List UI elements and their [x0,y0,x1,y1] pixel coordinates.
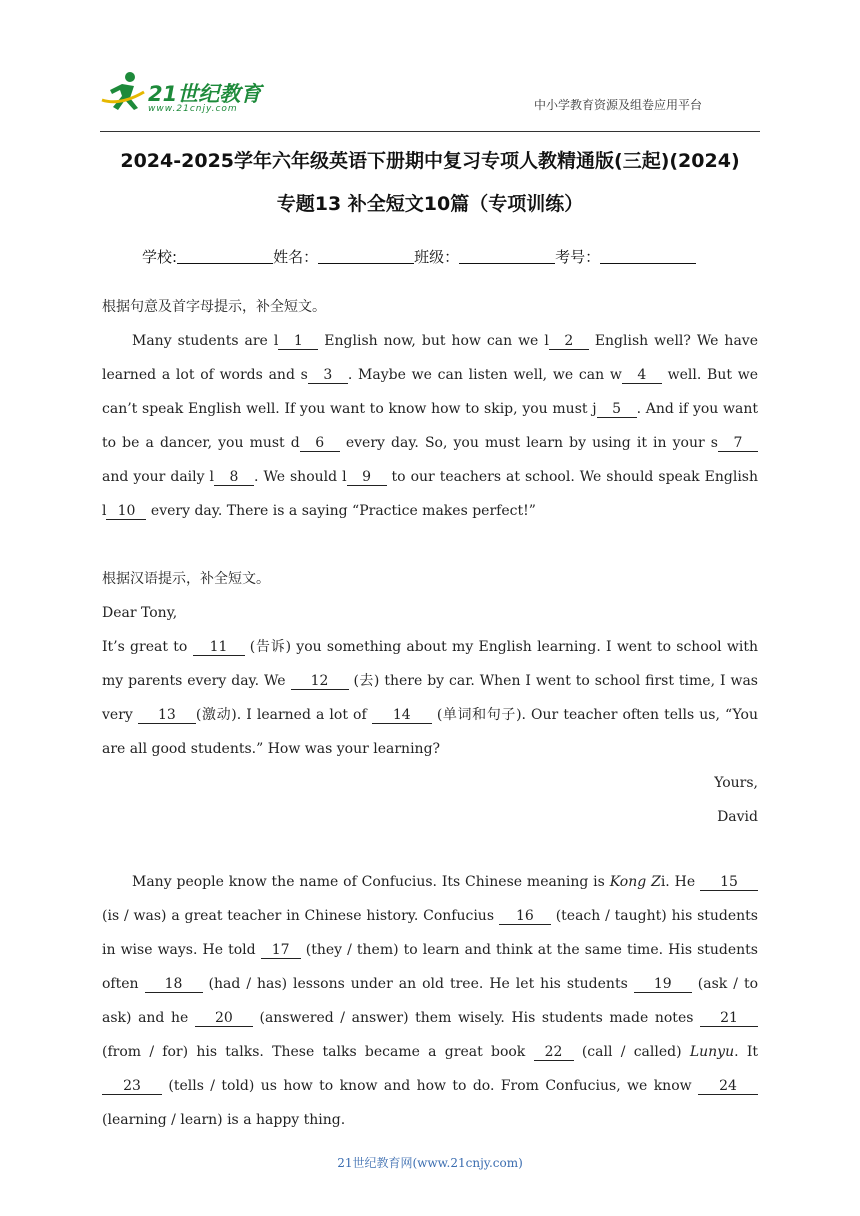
passage-text: (tells / told) us how to know and how to do. From Confucius, we know [162,1078,698,1094]
passage-text: to our teachers at school. We should speak English l [102,469,758,519]
passage-text: . Maybe we can listen well, we can w [347,367,622,383]
letter-greeting: Dear Tony, [102,605,178,621]
platform-tagline: 中小学教育资源及组卷应用平台 [533,98,702,112]
number-label: 考号： [555,248,601,266]
passage-text: (answered / answer) them wisely. His students made notes [252,1010,700,1026]
blank-16[interactable]: 16 [499,908,551,925]
passage-text: (from / for) his talks. These talks became a great book [102,1044,534,1060]
blank-11[interactable]: 11 [193,639,245,656]
passage-text: (learning / learn) is a happy thing. [102,1112,346,1128]
passage-text: Many students are l [132,333,279,349]
student-info-fields [142,246,696,267]
passage-text: (had / has) lessons under an old tree. He let his students [202,976,634,992]
blank-9[interactable]: 9 [347,469,387,486]
logo-text: 21世纪教育 [148,82,262,106]
class-blank[interactable] [459,249,555,264]
passage-text: (is / was) a great teacher in Chinese history. Confucius [102,908,499,924]
blank-8[interactable]: 8 [214,469,254,486]
blank-5[interactable]: 5 [597,401,637,418]
section1-passage [102,324,758,528]
section1-instruction: 根据句意及首字母提示，补全短文。 [102,299,326,315]
page-footer: 21世纪教育网(www.21cnjy.com) [337,1156,523,1170]
passage-text: (告诉) you something about my English learning. I went to school with my parents every day. We [102,639,759,689]
passage-text: (they / them) to learn and think at the same time. His students often [102,942,758,992]
blank-7[interactable]: 7 [718,435,758,452]
italic-term: Lunyu [689,1044,735,1060]
blank-17[interactable]: 17 [261,942,301,959]
logo-url: www.21cnjy.com [148,104,238,114]
blank-1[interactable]: 1 [278,333,318,350]
school-blank[interactable] [177,249,273,264]
blank-23[interactable]: 23 [102,1078,162,1095]
blank-24[interactable]: 24 [698,1078,758,1095]
letter-closing: Yours, [714,775,758,791]
logo [100,70,270,124]
passage-text: English well? We have learned a lot of words and s [102,333,758,383]
document-subtitle: 专题13 补全短文10篇（专项训练） [276,193,584,215]
blank-13[interactable]: 13 [138,707,196,724]
blank-6[interactable]: 6 [300,435,340,452]
blank-2[interactable]: 2 [549,333,589,350]
blank-14[interactable]: 14 [372,707,432,724]
passage-text: English now, but how can we l [318,333,549,349]
passage-text: every day. There is a saying “Practice makes perfect!” [146,503,536,519]
name-blank[interactable] [318,249,414,264]
blank-3[interactable]: 3 [308,367,348,384]
blank-12[interactable]: 12 [291,673,349,690]
blank-15[interactable]: 15 [700,874,758,891]
blank-10[interactable]: 10 [106,503,146,520]
blank-20[interactable]: 20 [195,1010,253,1027]
passage-text: and your daily l [102,469,215,485]
header-divider [100,131,760,132]
blank-4[interactable]: 4 [622,367,662,384]
name-label: 姓名： [273,248,319,266]
passage-text: (call / called) [573,1044,690,1060]
passage-text: every day. So, you must learn by using it in your s [339,435,718,451]
passage-text: i. He [660,874,701,890]
document-title: 2024-2025学年六年级英语下册期中复习专项人教精通版(三起)(2024) [120,150,740,172]
passage-text: . And if you want to be a dancer, you must d [102,401,759,451]
passage-text: (teach / taught) his students in wise ways. He told [102,908,758,958]
section2-letter [102,596,758,834]
blank-18[interactable]: 18 [145,976,203,993]
passage-text: (激动). I learned a lot of [195,707,372,723]
passage-text: It’s great to [102,639,193,655]
class-label: 班级： [414,248,460,266]
page-header [100,62,760,132]
blank-22[interactable]: 22 [534,1044,574,1061]
section3-passage [102,865,758,1137]
passage-text: (ask / to ask) and he [102,976,758,1026]
letter-body [102,630,758,766]
blank-19[interactable]: 19 [634,976,692,993]
blank-21[interactable]: 21 [700,1010,758,1027]
number-blank[interactable] [600,249,696,264]
passage-text: (去) there by car. When I went to school first time, I was very [102,673,758,723]
passage-text: Many people know the name of Confucius. Its Chinese meaning is [132,874,610,890]
passage-text: . We should l [254,469,347,485]
italic-term: Kong Z [609,874,661,890]
runner-logo-icon [100,70,148,114]
section2-instruction: 根据汉语提示，补全短文。 [102,571,270,587]
passage-text: (单词和句子). Our teacher often tells us, “You are all good students.” How was your learning? [102,707,759,757]
passage-text: . It [734,1044,758,1060]
passage-text: well. But we can’t speak English well. If you want to know how to skip, you must j [102,367,758,417]
letter-signature: David [717,809,758,825]
school-label: 学校: [142,248,178,266]
